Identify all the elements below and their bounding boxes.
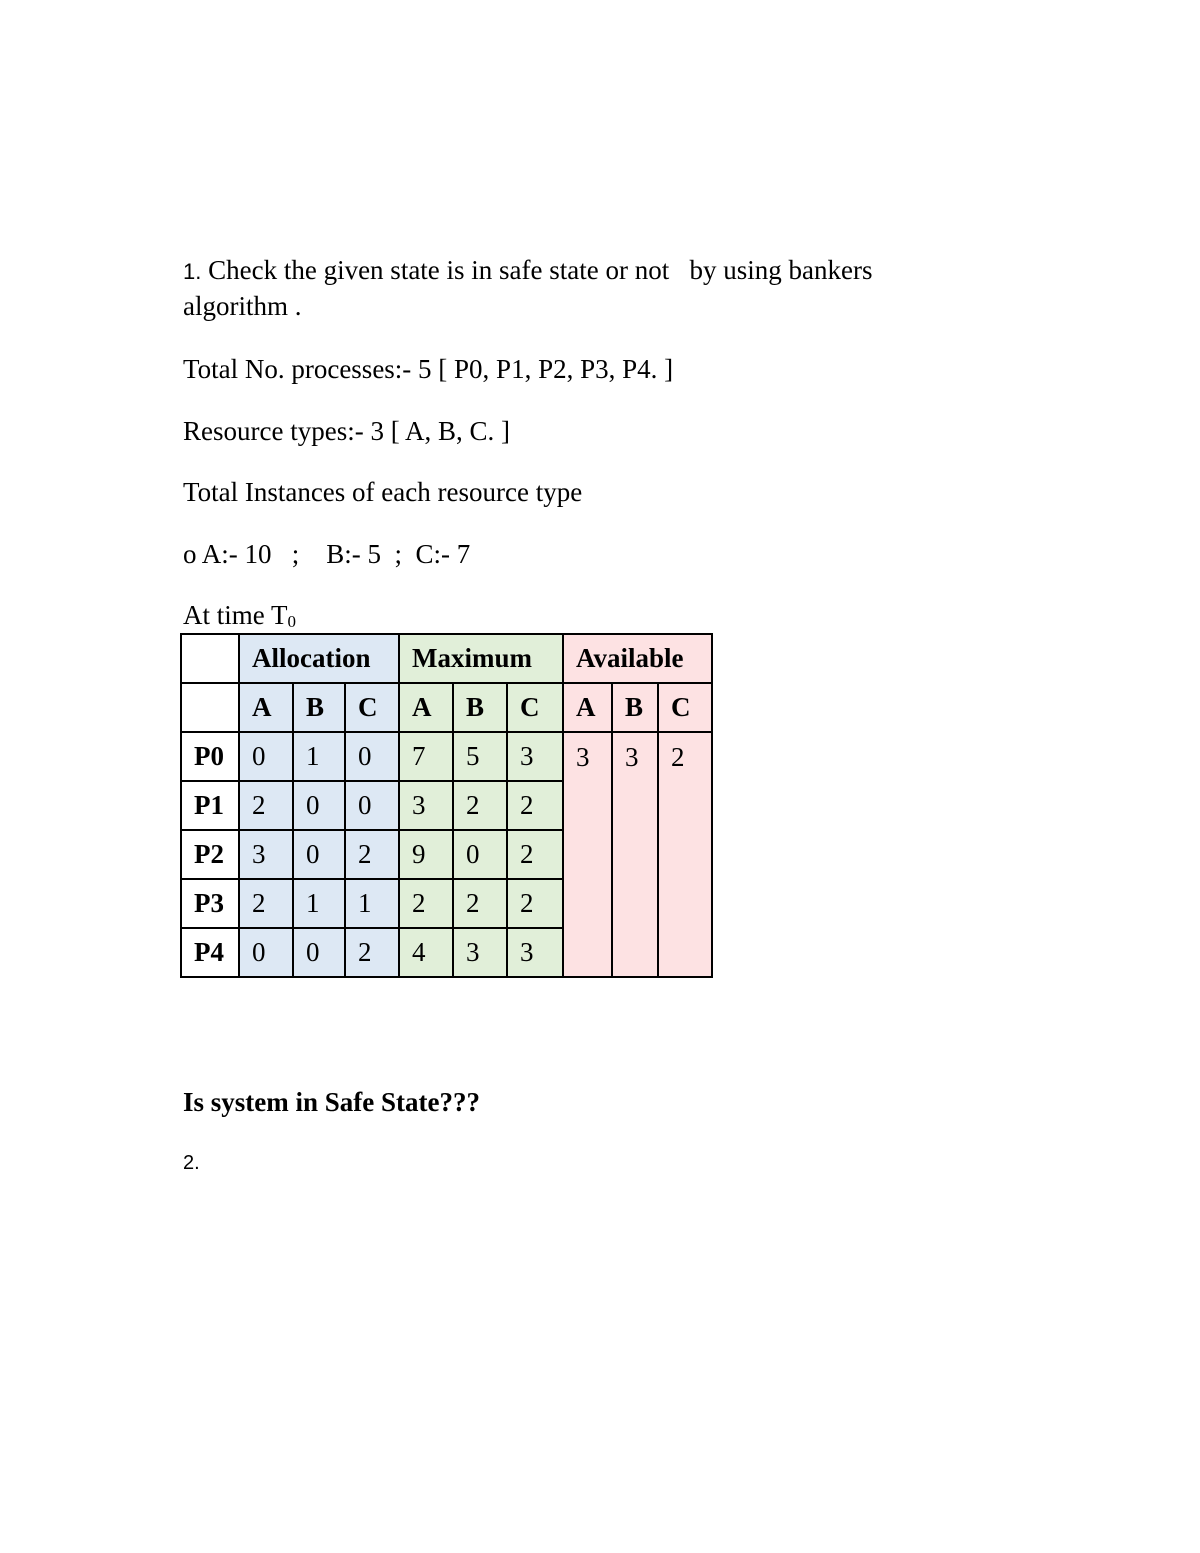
- question-1-line-1: [183, 253, 872, 289]
- max-a-cell: 9: [399, 830, 453, 879]
- corner-cell-2: [181, 683, 239, 732]
- max-c-cell: 3: [507, 732, 563, 781]
- alloc-b-cell: 0: [293, 928, 345, 977]
- avail-empty-cell: [612, 879, 658, 928]
- resources-line: Resource types:- 3 [ A, B, C. ]: [183, 416, 510, 446]
- avail-empty-cell: [612, 830, 658, 879]
- avail-b-cell: 3: [612, 732, 658, 781]
- avail-a-header: A: [563, 683, 612, 732]
- max-c-cell: 3: [507, 928, 563, 977]
- avail-empty-cell: [563, 830, 612, 879]
- avail-a-cell: 3: [563, 732, 612, 781]
- avail-c-cell: 2: [658, 732, 712, 781]
- max-c-header: C: [507, 683, 563, 732]
- max-c-cell: 2: [507, 781, 563, 830]
- max-a-header: A: [399, 683, 453, 732]
- max-b-header: B: [453, 683, 507, 732]
- processes-line: Total No. processes:- 5 [ P0, P1, P2, P3, P4. ]: [183, 354, 674, 384]
- question-1-number: 1.: [183, 259, 202, 284]
- table-row: [181, 781, 712, 830]
- alloc-b-cell: 1: [293, 879, 345, 928]
- alloc-a-header: A: [239, 683, 293, 732]
- max-b-cell: 2: [453, 781, 507, 830]
- max-c-cell: 2: [507, 830, 563, 879]
- available-header: Available: [563, 634, 712, 683]
- process-id: P3: [181, 879, 239, 928]
- question-2-number: 2.: [183, 1152, 200, 1174]
- corner-cell: [181, 634, 239, 683]
- max-a-cell: 4: [399, 928, 453, 977]
- question-1-text: Check the given state is in safe state or not by using bankers: [201, 255, 873, 285]
- allocation-header: Allocation: [239, 634, 399, 683]
- alloc-b-cell: 0: [293, 781, 345, 830]
- alloc-c-cell: 0: [345, 732, 399, 781]
- avail-empty-cell: [658, 879, 712, 928]
- maximum-header: Maximum: [399, 634, 563, 683]
- alloc-b-cell: 1: [293, 732, 345, 781]
- group-header-row: [181, 634, 712, 683]
- avail-b-header: B: [612, 683, 658, 732]
- avail-empty-cell: [612, 928, 658, 977]
- avail-empty-cell: [563, 879, 612, 928]
- alloc-a-cell: 0: [239, 928, 293, 977]
- alloc-c-cell: 1: [345, 879, 399, 928]
- alloc-c-cell: 2: [345, 928, 399, 977]
- instances-line: o A:- 10 ; B:- 5 ; C:- 7: [183, 539, 471, 569]
- avail-empty-cell: [563, 781, 612, 830]
- table-row: [181, 879, 712, 928]
- max-a-cell: 7: [399, 732, 453, 781]
- alloc-b-cell: 0: [293, 830, 345, 879]
- alloc-a-cell: 0: [239, 732, 293, 781]
- process-id: P0: [181, 732, 239, 781]
- time-subscript: 0: [287, 612, 296, 631]
- alloc-c-cell: 2: [345, 830, 399, 879]
- column-header-row: [181, 683, 712, 732]
- max-b-cell: 5: [453, 732, 507, 781]
- alloc-a-cell: 2: [239, 781, 293, 830]
- table-row: [181, 732, 712, 781]
- safe-state-question: Is system in Safe State???: [183, 1087, 480, 1117]
- question-1-line-2: algorithm .: [183, 291, 302, 321]
- max-a-cell: 2: [399, 879, 453, 928]
- max-a-cell: 3: [399, 781, 453, 830]
- bankers-table: [180, 633, 713, 978]
- max-b-cell: 0: [453, 830, 507, 879]
- max-c-cell: 2: [507, 879, 563, 928]
- alloc-c-cell: 0: [345, 781, 399, 830]
- process-id: P4: [181, 928, 239, 977]
- process-id: P1: [181, 781, 239, 830]
- table-row: [181, 928, 712, 977]
- alloc-c-header: C: [345, 683, 399, 732]
- max-b-cell: 3: [453, 928, 507, 977]
- avail-empty-cell: [658, 830, 712, 879]
- alloc-b-header: B: [293, 683, 345, 732]
- time-label-text: At time T: [183, 600, 288, 630]
- avail-empty-cell: [563, 928, 612, 977]
- avail-empty-cell: [612, 781, 658, 830]
- process-id: P2: [181, 830, 239, 879]
- alloc-a-cell: 2: [239, 879, 293, 928]
- avail-empty-cell: [658, 928, 712, 977]
- instances-label: Total Instances of each resource type: [183, 477, 583, 507]
- alloc-a-cell: 3: [239, 830, 293, 879]
- table-row: [181, 830, 712, 879]
- max-b-cell: 2: [453, 879, 507, 928]
- avail-empty-cell: [658, 781, 712, 830]
- avail-c-header: C: [658, 683, 712, 732]
